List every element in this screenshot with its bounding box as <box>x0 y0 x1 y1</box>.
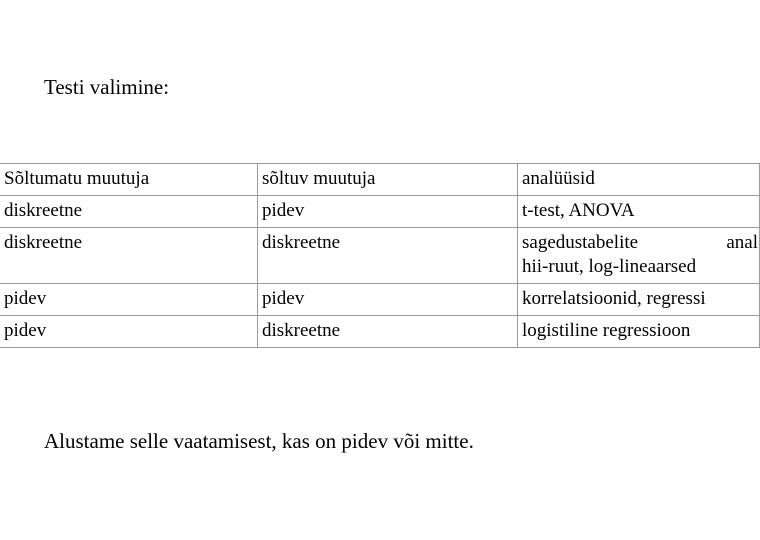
table-row <box>0 196 760 228</box>
header-dependent-variable: sõltuv muutuja <box>258 164 518 196</box>
cell-dependent: diskreetne <box>258 316 518 348</box>
page-heading: Testi valimine: <box>44 75 170 99</box>
cell-dependent: diskreetne <box>258 228 518 284</box>
cell-analysis <box>518 228 760 284</box>
header-analyses: analüüsid <box>518 164 760 196</box>
cell-dependent: pidev <box>258 196 518 228</box>
cell-analysis-line-2: hii-ruut, log-lineaarsed <box>522 256 697 277</box>
cell-dependent: pidev <box>258 284 518 316</box>
cell-independent: pidev <box>0 284 258 316</box>
cell-independent: pidev <box>0 316 258 348</box>
table-header-row <box>0 164 760 196</box>
table-row <box>0 228 760 284</box>
cell-independent: diskreetne <box>0 228 258 284</box>
cell-analysis-line-1 <box>522 231 758 255</box>
cell-independent: diskreetne <box>0 196 258 228</box>
test-selection-table-container <box>0 163 758 363</box>
header-independent-variable: Sõltumatu muutuja <box>0 164 258 196</box>
cell-analysis: t-test, ANOVA <box>518 196 760 228</box>
table-row <box>0 284 760 316</box>
cell-analysis-word-2: anal <box>726 232 758 253</box>
cell-analysis: logistiline regressioon <box>518 316 760 348</box>
test-selection-table <box>0 163 760 348</box>
footer-text: Alustame selle vaatamisest, kas on pidev või mitte. <box>44 429 474 453</box>
cell-analysis: korrelatsioonid, regressi <box>518 284 760 316</box>
table-row <box>0 316 760 348</box>
cell-analysis-word-1: sagedustabelite <box>522 232 639 253</box>
